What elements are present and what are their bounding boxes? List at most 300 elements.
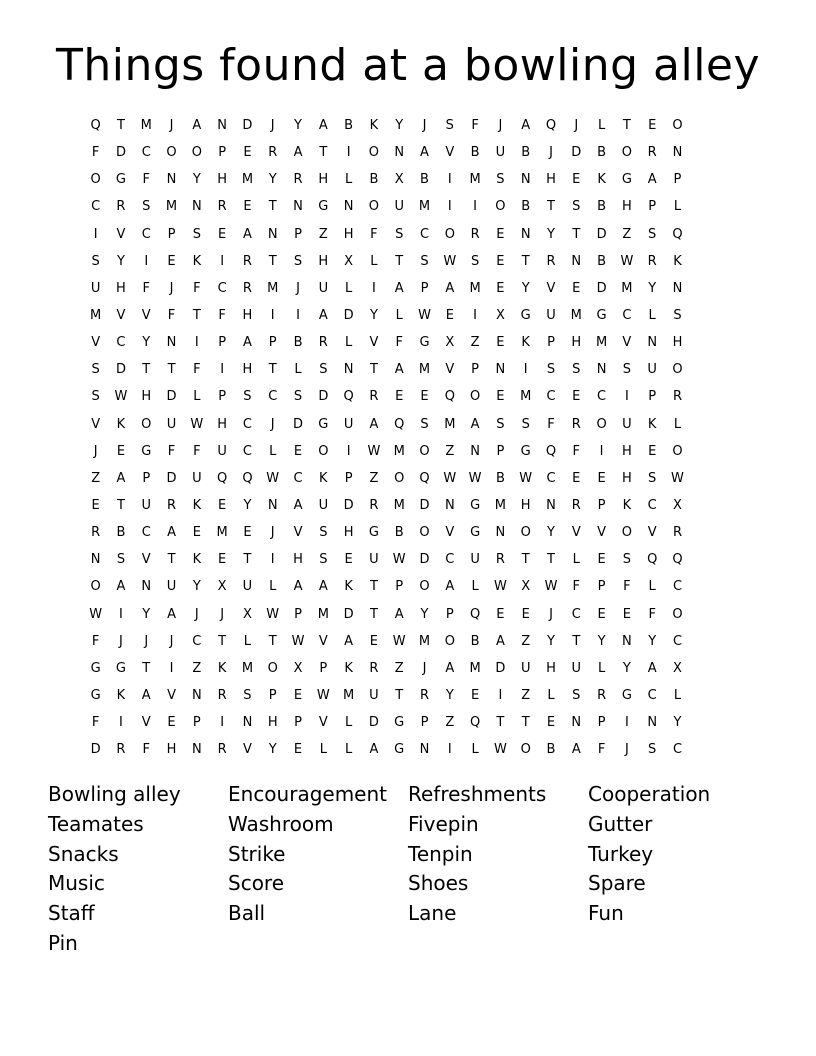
grid-letter: O: [672, 606, 683, 622]
grid-letter: H: [318, 253, 329, 269]
grid-letter: K: [521, 335, 530, 351]
grid-letter: A: [293, 498, 303, 514]
grid-letter: P: [294, 715, 302, 731]
grid-letter: P: [597, 498, 606, 514]
grid-letter: A: [521, 118, 531, 134]
grid-letter: T: [369, 606, 378, 622]
grid-letter: R: [672, 389, 682, 405]
grid-letter: G: [621, 172, 632, 188]
grid-letter: D: [571, 145, 582, 161]
grid-letter: T: [395, 688, 404, 704]
grid-letter: F: [218, 308, 226, 324]
grid-letter: C: [192, 633, 202, 649]
grid-letter: C: [445, 552, 455, 568]
grid-letter: R: [293, 172, 303, 188]
grid-letter: H: [621, 443, 632, 459]
grid-letter: Y: [521, 280, 530, 296]
grid-letter: C: [141, 525, 151, 541]
grid-letter: V: [91, 416, 101, 432]
grid-letter: P: [648, 199, 657, 215]
grid-letter: N: [343, 362, 354, 378]
grid-letter: S: [648, 470, 657, 486]
grid-letter: G: [394, 742, 405, 758]
grid-letter: F: [142, 742, 150, 758]
grid-letter: G: [115, 172, 126, 188]
grid-letter: V: [546, 280, 556, 296]
grid-letter: F: [193, 362, 201, 378]
grid-letter: Y: [192, 579, 201, 595]
grid-letter: O: [419, 443, 430, 459]
grid-letter: E: [218, 552, 227, 568]
grid-letter: E: [572, 172, 581, 188]
grid-letter: N: [267, 498, 278, 514]
grid-letter: L: [547, 688, 555, 704]
grid-letter: D: [166, 389, 177, 405]
grid-letter: P: [420, 715, 429, 731]
grid-letter: D: [318, 389, 329, 405]
grid-letter: H: [672, 335, 683, 351]
grid-letter: E: [597, 552, 606, 568]
grid-letter: X: [673, 498, 682, 514]
grid-letter: Z: [445, 715, 455, 731]
grid-letter: N: [267, 226, 278, 242]
grid-letter: M: [317, 606, 329, 622]
grid-letter: F: [91, 715, 100, 731]
grid-letter: V: [141, 308, 151, 324]
grid-letter: G: [115, 660, 126, 676]
grid-letter: K: [673, 253, 682, 269]
grid-letter: S: [420, 253, 429, 269]
grid-letter: F: [648, 606, 656, 622]
grid-letter: V: [369, 335, 379, 351]
grid-letter: K: [116, 416, 126, 432]
word-list-item: Snacks: [48, 841, 119, 866]
grid-letter: H: [217, 172, 228, 188]
grid-letter: Y: [648, 633, 657, 649]
grid-letter: G: [596, 308, 607, 324]
grid-row: [83, 519, 743, 546]
grid-letter: S: [496, 172, 505, 188]
grid-letter: O: [191, 145, 202, 161]
grid-letter: M: [343, 688, 355, 704]
grid-letter: W: [266, 606, 280, 622]
word-list-item: Refreshments: [408, 782, 547, 806]
grid-letter: G: [141, 443, 152, 459]
grid-letter: L: [597, 118, 606, 134]
grid-row: [83, 139, 743, 166]
grid-letter: R: [116, 199, 126, 215]
grid-letter: I: [346, 145, 351, 161]
grid-letter: D: [343, 498, 354, 514]
grid-letter: L: [673, 416, 682, 432]
grid-letter: V: [242, 742, 252, 758]
grid-letter: M: [621, 280, 633, 296]
grid-letter: Y: [395, 118, 404, 134]
grid-letter: O: [520, 742, 531, 758]
grid-letter: Q: [647, 552, 658, 568]
grid-letter: M: [216, 525, 228, 541]
grid-letter: T: [521, 552, 530, 568]
grid-letter: S: [243, 389, 252, 405]
grid-letter: B: [116, 525, 126, 541]
grid-letter: I: [119, 606, 123, 622]
grid-letter: M: [494, 498, 506, 514]
grid-letter: W: [89, 606, 103, 622]
grid-letter: A: [369, 416, 379, 432]
grid-letter: X: [673, 660, 682, 676]
grid-letter: O: [672, 362, 683, 378]
word-list-item: Cooperation: [588, 782, 711, 806]
grid-letter: P: [395, 579, 404, 595]
grid-letter: H: [141, 389, 152, 405]
grid-letter: E: [521, 606, 530, 622]
grid-letter: L: [344, 280, 353, 296]
grid-letter: Y: [243, 498, 252, 514]
grid-letter: B: [470, 633, 480, 649]
grid-letter: Q: [672, 226, 683, 242]
word-list-item: Shoes: [408, 871, 469, 896]
grid-letter: W: [291, 633, 305, 649]
grid-letter: E: [546, 715, 556, 731]
grid-letter: Q: [469, 715, 481, 731]
grid-letter: O: [469, 389, 481, 405]
grid-letter: O: [368, 145, 380, 161]
grid-letter: X: [242, 606, 252, 622]
word-list-item: Bowling alley: [48, 782, 181, 806]
grid-letter: E: [572, 470, 581, 486]
grid-letter: N: [672, 280, 683, 296]
grid-row: [83, 465, 743, 492]
grid-letter: Q: [242, 470, 253, 486]
grid-letter: J: [119, 633, 123, 649]
grid-letter: E: [395, 389, 404, 405]
grid-letter: A: [369, 742, 379, 758]
grid-letter: E: [572, 389, 581, 405]
grid-letter: I: [220, 362, 225, 378]
grid-letter: F: [167, 443, 176, 459]
grid-letter: U: [369, 688, 379, 704]
grid-letter: J: [624, 742, 629, 758]
grid-letter: G: [318, 416, 329, 432]
grid-letter: T: [116, 118, 125, 134]
grid-letter: D: [495, 660, 506, 676]
grid-letter: H: [571, 335, 582, 351]
grid-letter: G: [470, 525, 481, 541]
grid-letter: K: [319, 470, 328, 486]
grid-letter: A: [318, 118, 328, 134]
grid-letter: U: [546, 308, 556, 324]
grid-letter: S: [470, 253, 480, 269]
grid-letter: U: [318, 498, 329, 514]
grid-letter: U: [647, 362, 657, 378]
grid-letter: Y: [142, 335, 151, 351]
grid-letter: N: [622, 633, 632, 649]
grid-letter: W: [620, 253, 634, 269]
grid-letter: U: [394, 199, 404, 215]
grid-letter: S: [293, 389, 303, 405]
grid-row: [83, 166, 743, 193]
grid-letter: L: [370, 253, 378, 269]
grid-letter: V: [597, 525, 607, 541]
grid-letter: P: [471, 362, 480, 378]
grid-letter: T: [142, 660, 151, 676]
grid-letter: S: [496, 416, 505, 432]
grid-letter: J: [220, 606, 225, 622]
grid-letter: Y: [268, 172, 277, 188]
grid-letter: F: [193, 443, 201, 459]
grid-letter: H: [621, 470, 632, 486]
grid-letter: R: [571, 416, 581, 432]
grid-letter: G: [520, 443, 531, 459]
grid-row: [83, 709, 743, 736]
grid-letter: J: [549, 145, 553, 161]
grid-letter: V: [141, 715, 151, 731]
grid-letter: O: [596, 416, 607, 432]
grid-letter: E: [470, 688, 480, 704]
grid-row: [83, 411, 743, 438]
grid-letter: R: [91, 525, 101, 541]
grid-letter: E: [496, 335, 505, 351]
grid-letter: S: [91, 389, 100, 405]
grid-letter: N: [520, 226, 531, 242]
grid-letter: U: [520, 660, 531, 676]
grid-row: [83, 275, 743, 302]
grid-letter: Q: [419, 470, 430, 486]
grid-letter: B: [470, 145, 480, 161]
word-list-item: Teamates: [48, 811, 144, 836]
grid-letter: C: [546, 470, 556, 486]
grid-letter: S: [116, 552, 126, 568]
grid-letter: X: [445, 335, 455, 351]
grid-letter: W: [493, 742, 507, 758]
grid-letter: K: [344, 660, 353, 676]
grid-letter: B: [597, 253, 607, 269]
grid-letter: N: [444, 498, 455, 514]
grid-letter: Y: [547, 633, 555, 649]
grid-letter: S: [622, 552, 632, 568]
grid-letter: X: [521, 579, 531, 595]
grid-letter: G: [368, 525, 379, 541]
grid-letter: W: [519, 470, 533, 486]
grid-letter: Y: [116, 253, 125, 269]
grid-letter: P: [319, 660, 328, 676]
word-list-item: Fun: [588, 901, 624, 926]
grid-letter: W: [114, 389, 128, 405]
grid-letter: S: [572, 688, 581, 704]
grid-letter: P: [547, 335, 555, 351]
grid-letter: S: [91, 362, 100, 378]
grid-letter: V: [91, 335, 101, 351]
grid-letter: N: [520, 172, 531, 188]
grid-letter: L: [344, 335, 353, 351]
grid-letter: W: [392, 633, 406, 649]
grid-letter: Z: [622, 226, 632, 242]
grid-letter: K: [217, 660, 227, 676]
grid-letter: N: [217, 118, 227, 134]
grid-letter: P: [268, 335, 277, 351]
grid-letter: S: [319, 552, 328, 568]
grid-letter: I: [220, 715, 225, 731]
grid-letter: C: [268, 389, 278, 405]
grid-letter: T: [547, 552, 555, 568]
grid-letter: C: [597, 389, 607, 405]
grid-letter: I: [447, 742, 452, 758]
grid-letter: H: [242, 362, 253, 378]
grid-letter: R: [116, 742, 126, 758]
grid-letter: P: [142, 470, 151, 486]
grid-letter: P: [420, 280, 429, 296]
grid-letter: A: [116, 470, 126, 486]
grid-letter: V: [445, 362, 455, 378]
grid-letter: S: [648, 742, 657, 758]
grid-letter: E: [243, 145, 252, 161]
grid-letter: A: [242, 226, 252, 242]
grid-letter: R: [647, 253, 657, 269]
grid-letter: O: [672, 443, 683, 459]
grid-letter: E: [496, 389, 505, 405]
grid-letter: X: [495, 308, 505, 324]
grid-letter: U: [166, 579, 177, 595]
grid-letter: E: [293, 443, 303, 459]
grid-letter: E: [496, 280, 505, 296]
grid-letter: P: [344, 470, 353, 486]
grid-letter: F: [167, 308, 176, 324]
grid-letter: Z: [445, 443, 455, 459]
grid-letter: R: [571, 498, 581, 514]
grid-letter: L: [344, 715, 353, 731]
grid-letter: Q: [545, 118, 557, 134]
grid-letter: P: [167, 226, 176, 242]
grid-letter: C: [672, 579, 683, 595]
grid-letter: I: [498, 688, 503, 704]
grid-letter: N: [647, 335, 658, 351]
grid-letter: T: [572, 633, 581, 649]
grid-letter: I: [473, 308, 478, 324]
grid-row: [83, 302, 743, 329]
grid-letter: T: [218, 633, 227, 649]
word-list-item: Ball: [228, 901, 266, 926]
grid-letter: S: [572, 362, 581, 378]
grid-letter: B: [495, 470, 505, 486]
grid-letter: J: [169, 118, 174, 134]
grid-letter: R: [546, 253, 556, 269]
grid-letter: E: [648, 118, 657, 134]
grid-letter: T: [369, 579, 378, 595]
grid-letter: V: [318, 633, 328, 649]
grid-letter: N: [166, 335, 177, 351]
grid-letter: S: [142, 199, 151, 215]
grid-letter: E: [420, 389, 429, 405]
grid-letter: T: [369, 362, 378, 378]
grid-letter: W: [544, 579, 558, 595]
grid-letter: L: [648, 579, 656, 595]
grid-letter: R: [470, 226, 480, 242]
grid-letter: T: [268, 253, 277, 269]
grid-letter: N: [191, 199, 202, 215]
grid-letter: B: [420, 172, 429, 188]
grid-letter: V: [445, 525, 455, 541]
grid-letter: T: [142, 362, 151, 378]
grid-letter: L: [319, 742, 327, 758]
grid-letter: U: [141, 498, 151, 514]
grid-letter: D: [115, 145, 126, 161]
grid-letter: N: [166, 172, 177, 188]
grid-letter: A: [293, 579, 303, 595]
grid-letter: C: [571, 606, 581, 622]
grid-letter: H: [267, 715, 278, 731]
grid-letter: M: [267, 280, 279, 296]
grid-letter: U: [470, 552, 480, 568]
grid-letter: R: [268, 145, 278, 161]
grid-letter: T: [496, 715, 505, 731]
grid-letter: V: [318, 715, 328, 731]
grid-letter: Y: [445, 688, 454, 704]
grid-letter: T: [395, 253, 404, 269]
grid-letter: U: [343, 416, 354, 432]
grid-letter: Q: [90, 118, 101, 134]
grid-letter: A: [167, 606, 176, 622]
grid-letter: B: [293, 335, 303, 351]
grid-letter: S: [395, 226, 404, 242]
grid-letter: D: [343, 606, 354, 622]
grid-letter: B: [597, 199, 607, 215]
grid-letter: S: [572, 199, 581, 215]
grid-letter: I: [93, 226, 98, 242]
grid-letter: M: [418, 633, 431, 649]
grid-letter: A: [318, 579, 328, 595]
grid-letter: R: [217, 688, 227, 704]
grid-letter: J: [498, 118, 503, 134]
grid-letter: J: [194, 606, 199, 622]
grid-letter: R: [242, 253, 252, 269]
grid-letter: A: [344, 633, 354, 649]
grid-letter: Q: [444, 389, 455, 405]
grid-letter: R: [419, 688, 430, 704]
grid-letter: I: [447, 199, 452, 215]
grid-letter: M: [140, 118, 152, 134]
grid-letter: V: [445, 145, 455, 161]
grid-letter: U: [369, 552, 379, 568]
grid-letter: S: [546, 362, 556, 378]
grid-letter: R: [647, 145, 657, 161]
grid-letter: I: [169, 660, 174, 676]
grid-letter: U: [192, 470, 202, 486]
grid-letter: M: [393, 443, 405, 459]
grid-letter: T: [167, 362, 176, 378]
grid-letter: V: [622, 335, 632, 351]
grid-letter: C: [672, 742, 683, 758]
grid-letter: C: [293, 470, 303, 486]
grid-letter: Y: [648, 280, 657, 296]
word-list-item: Strike: [228, 841, 286, 866]
grid-letter: L: [243, 633, 252, 649]
grid-letter: E: [243, 525, 252, 541]
grid-letter: R: [167, 498, 177, 514]
grid-row: [83, 193, 743, 220]
grid-letter: A: [445, 660, 455, 676]
grid-letter: I: [624, 715, 629, 731]
grid-letter: Z: [521, 633, 531, 649]
grid-letter: G: [90, 688, 101, 704]
grid-letter: Q: [545, 443, 557, 459]
grid-letter: U: [622, 416, 632, 432]
grid-row: [83, 546, 743, 573]
grid-letter: W: [190, 416, 204, 432]
grid-letter: A: [420, 145, 429, 161]
grid-letter: N: [495, 525, 506, 541]
grid-letter: U: [318, 280, 329, 296]
grid-letter: C: [647, 688, 657, 704]
